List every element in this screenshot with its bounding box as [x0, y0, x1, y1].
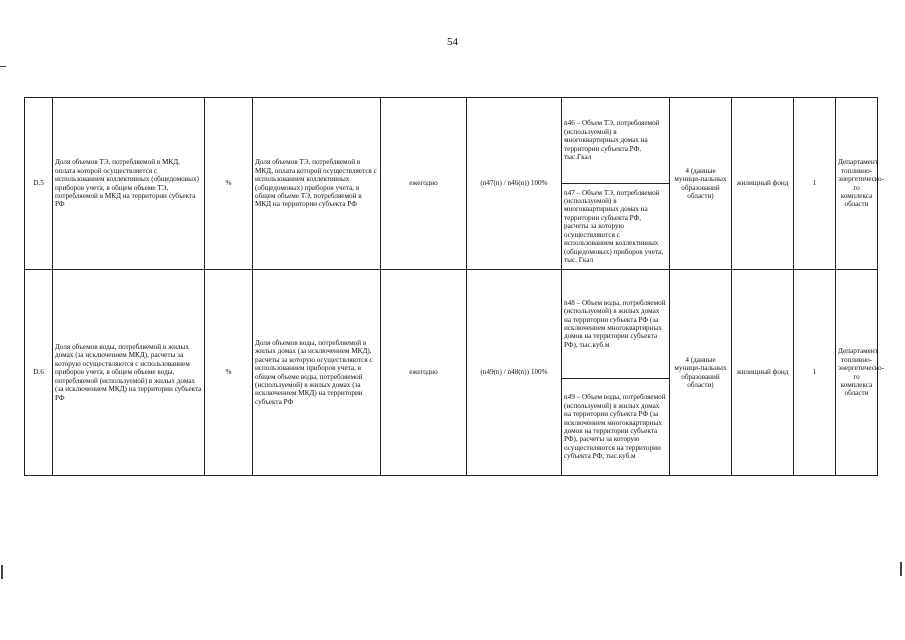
indicator-formula: (n49(n) / n48(n)) 100% — [467, 270, 562, 476]
indicator-variable: n48 – Объем воды, потребляемой (используемой) в жилых домах на территории субъекта РФ (за исключением многоквартирных домов на территории субъекта РФ), тыс.куб.м — [562, 270, 670, 379]
table-row — [25, 270, 878, 379]
right-edge-mark — [900, 562, 902, 576]
indicator-name: Доля объемов воды, потребляемой в жилых домах (за исключением МКД), расчеты за которую осуществляются с использованием приборов учета, в общем объеме воды, потребляемой (используемой) в жилых домах (за исключением МКД) на территории субъекта РФ — [53, 270, 205, 476]
indicator-variable: n46 – Объем ТЭ, потребляемой (используемой) в многоквартирных домах на территории субъекта РФ, тыс.Гкал — [562, 98, 670, 184]
indicator-level: 1 — [794, 98, 836, 270]
indicator-definition: Доля объемов воды, потребляемой в жилых домах (за исключением МКД), расчеты за которую осуществляются с использованием приборов учета, в общем объеме воды, потребляемой (используемой) в жилых домах (за исключением МКД) на территории субъекта РФ — [253, 270, 381, 476]
indicator-source: 4 (данные муници-пальных образований области) — [670, 270, 732, 476]
indicator-department: Департамент топливно-энергетическо-го комплекса области — [836, 98, 878, 270]
indicator-definition: Доля объемов ТЭ, потребляемой в МКД, оплата которой осуществляется с использованием коллективных (общедомовых) приборов учета, в общем объеме ТЭ, потребляемой в МКД на территории субъекта РФ — [253, 98, 381, 270]
indicator-variable: n47 – Объем ТЭ, потребляемой (используемой) в многоквартирных домах на территории субъекта РФ, расчеты за которую осуществляются с использованием коллективных (общедомовых) приборов учета, тыс. Гкал — [562, 184, 670, 270]
indicator-level: 1 — [794, 270, 836, 476]
indicator-periodicity: ежегодно — [381, 98, 467, 270]
left-edge-mark-bottom — [1, 565, 3, 579]
indicator-unit: % — [205, 270, 253, 476]
indicator-department: Департамент топливно-энергетическо-го комплекса области — [836, 270, 878, 476]
indicator-periodicity: ежегодно — [381, 270, 467, 476]
indicator-fond: жилищный фонд — [732, 270, 794, 476]
table-row — [25, 98, 878, 184]
indicator-code: D.5 — [25, 98, 53, 270]
indicators-table — [24, 97, 885, 476]
indicator-fond: жилищный фонд — [732, 98, 794, 270]
indicator-code: D.6 — [25, 270, 53, 476]
indicator-source: 4 (данные муници-пальных образований области) — [670, 98, 732, 270]
indicator-unit: % — [205, 98, 253, 270]
left-edge-mark-top — [0, 66, 6, 67]
page-number: 54 — [447, 36, 458, 48]
indicator-variable: n49 – Объем воды, потребляемой (используемой) в жилых домах на территории субъекта РФ (за исключением многоквартирных домов на территории субъекта РФ), расчеты за которую осуществляются на территории субъекта РФ, тыс.куб.м — [562, 379, 670, 476]
indicator-formula: (n47(n) / n46(n)) 100% — [467, 98, 562, 270]
indicator-name: Доля объемов ТЭ, потребляемой в МКД, оплата которой осуществляется с использованием коллективных (общедомовых) приборов учета, в общем объеме ТЭ, потребляемой в МКД на территории субъекта РФ — [53, 98, 205, 270]
